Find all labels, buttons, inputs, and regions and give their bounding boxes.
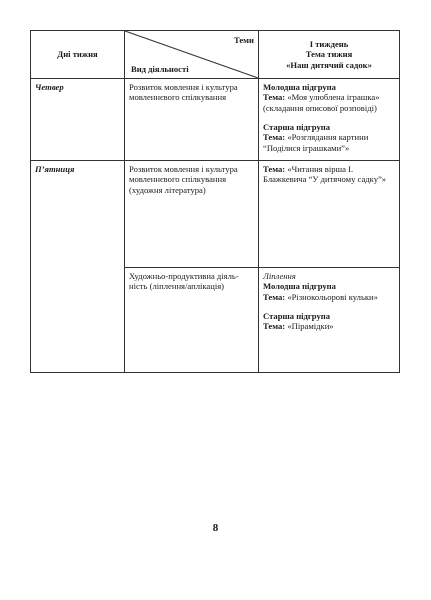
junior-group-label: Молодша підгрупа bbox=[263, 82, 336, 92]
activity-line: Розвиток мовлення і культура bbox=[129, 82, 238, 92]
activity-subtitle: Ліплення bbox=[263, 271, 296, 281]
theme-prefix: Тема: bbox=[263, 321, 288, 332]
header-theme-label: Тема тижня bbox=[305, 49, 353, 60]
day-cell bbox=[31, 161, 125, 373]
theme-prefix: Тема: bbox=[263, 132, 288, 143]
schedule-table bbox=[30, 30, 400, 373]
theme-cell bbox=[259, 79, 400, 161]
reading-theme bbox=[263, 164, 395, 185]
page-number: 8 bbox=[212, 522, 219, 534]
table-row bbox=[31, 79, 400, 161]
theme-text: «Моя улюблена іграшка» (складання описової розповіді) bbox=[263, 92, 380, 113]
activity-line: (художня література) bbox=[129, 184, 206, 195]
header-days: Дні тижня bbox=[31, 31, 125, 79]
activity-cell bbox=[125, 79, 259, 161]
senior-theme bbox=[263, 321, 395, 331]
senior-theme bbox=[263, 132, 395, 153]
activity-line: ність (ліплення/аплікація) bbox=[129, 281, 225, 292]
activity-line: мовленнєвого спілкування bbox=[129, 174, 227, 185]
junior-theme bbox=[263, 292, 395, 302]
activity-line: мовленнєвого спілкування bbox=[129, 92, 227, 103]
senior-group-label: Старша підгрупа bbox=[263, 121, 330, 132]
junior-theme bbox=[263, 92, 395, 113]
activity-line: Розвиток мовлення і культура bbox=[129, 164, 238, 174]
header-activity-type: Вид діяльності bbox=[131, 63, 189, 74]
activity-line: Художньо-продуктивна діяль- bbox=[129, 271, 239, 281]
day-label: П’ятниця bbox=[35, 164, 75, 174]
day-label: Четвер bbox=[35, 82, 64, 92]
theme-cell bbox=[259, 268, 400, 373]
header-theme-title: «Наш дитячий садок» bbox=[286, 59, 372, 70]
senior-group-label: Старша підгрупа bbox=[263, 310, 330, 321]
theme-cell bbox=[259, 161, 400, 268]
header-themes: Теми bbox=[233, 35, 254, 45]
theme-text: «Читання вірша І. Блажкевича “У дитячому садку”» bbox=[263, 164, 387, 185]
theme-text: «Різнокольорові кульки» bbox=[287, 291, 378, 302]
header-week-theme bbox=[259, 31, 400, 79]
activity-cell bbox=[125, 161, 259, 268]
theme-text: «Розглядання картини “Поділися іграшками”» bbox=[263, 132, 369, 153]
table-row bbox=[31, 161, 400, 268]
theme-prefix: Тема: bbox=[263, 291, 288, 302]
activity-cell bbox=[125, 268, 259, 373]
theme-text: «Пірамідки» bbox=[287, 321, 334, 332]
theme-prefix: Тема: bbox=[263, 92, 288, 103]
theme-prefix: Тема: bbox=[263, 164, 288, 174]
header-row bbox=[31, 31, 400, 79]
day-cell bbox=[31, 79, 125, 161]
header-week: І тиждень bbox=[309, 39, 349, 50]
junior-group-label: Молодша підгрупа bbox=[263, 281, 336, 292]
header-diagonal-cell bbox=[125, 31, 259, 79]
